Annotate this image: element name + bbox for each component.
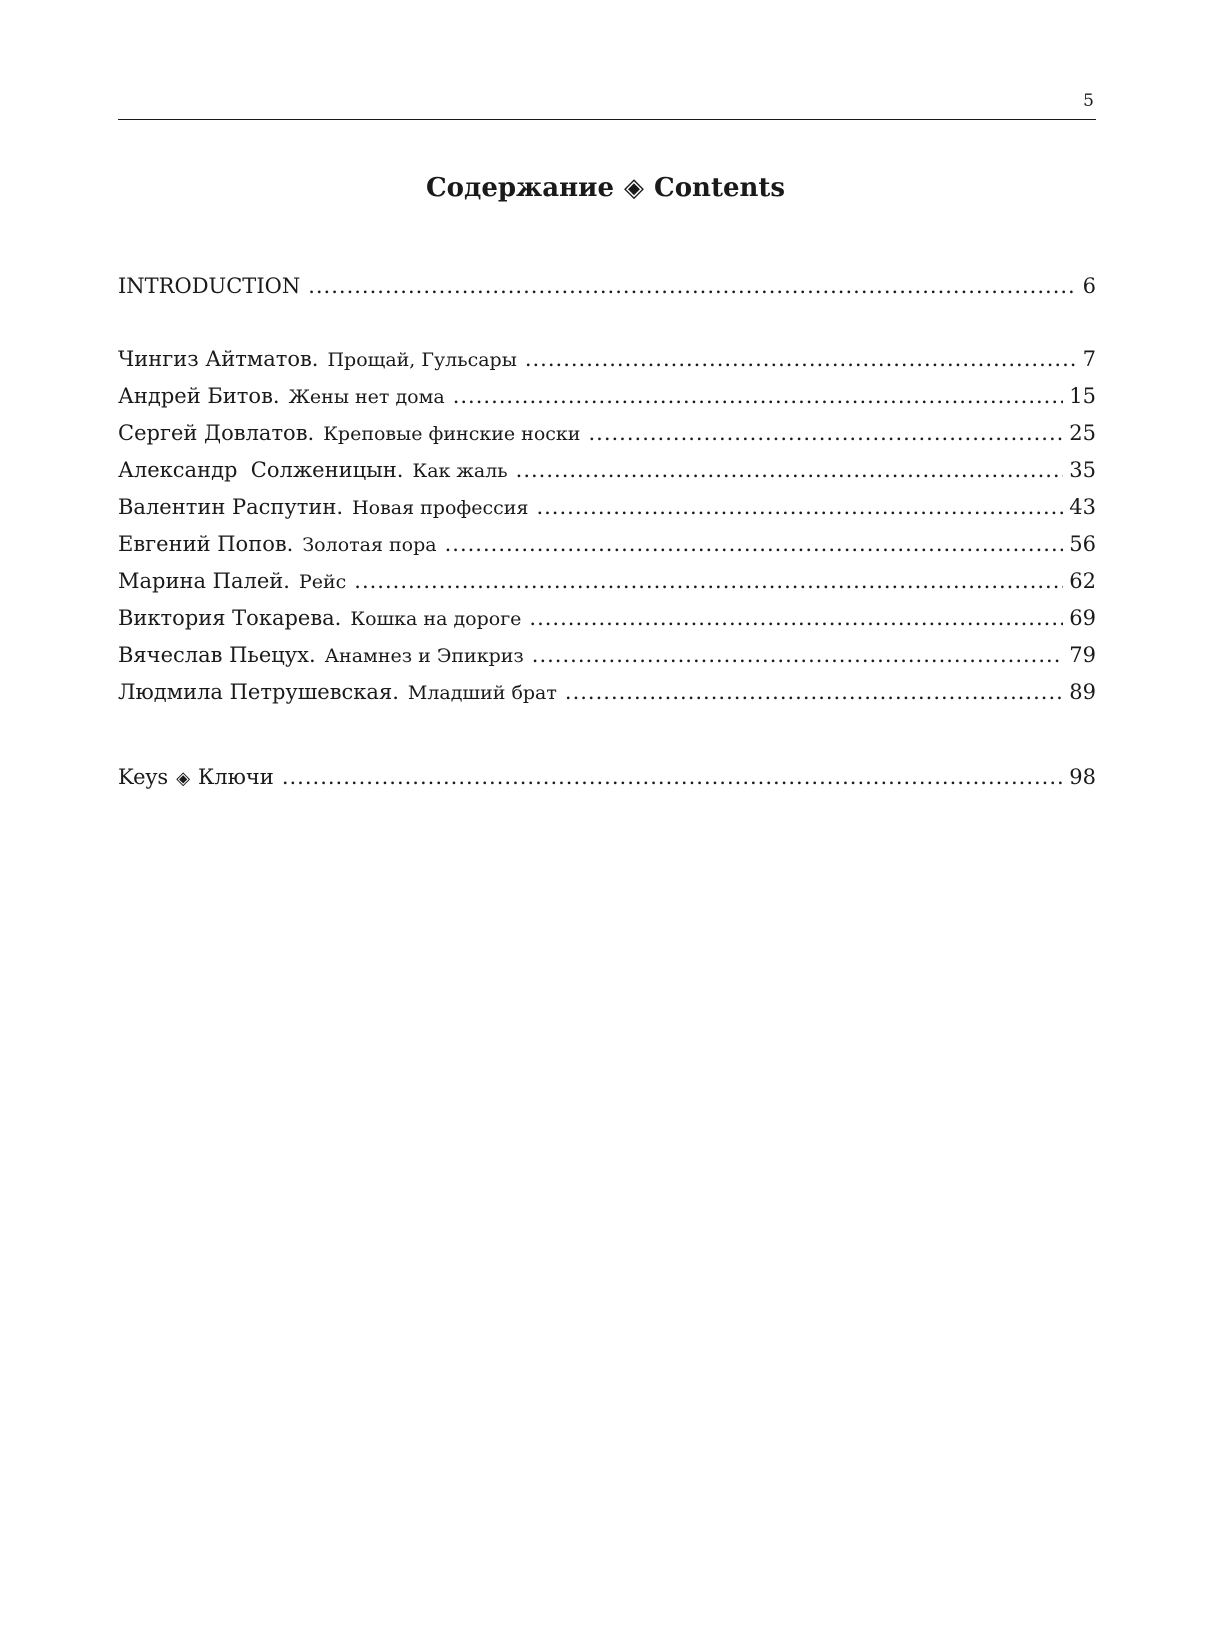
toc-entry-introduction[interactable] [118, 271, 1096, 301]
leader-dots [532, 640, 1063, 670]
toc-entry[interactable] [118, 640, 1096, 670]
toc-entry-keys-label [118, 762, 274, 794]
toc-entry-page: 62 [1069, 569, 1096, 593]
title-en: Contents [654, 173, 786, 203]
leader-dots [282, 762, 1063, 792]
page-number: 5 [1083, 91, 1094, 111]
toc-entry-story: Золотая пора [302, 534, 437, 556]
toc-entry-story: Креповые финские носки [323, 423, 581, 445]
toc-entry[interactable] [118, 603, 1096, 633]
keys-en: Keys [118, 765, 169, 789]
running-head [118, 88, 1096, 120]
toc-entry-label: INTRODUCTION [118, 274, 301, 298]
toc-entry-story: Кошка на дороге [350, 608, 522, 630]
leader-dots [354, 566, 1063, 596]
leader-dots [308, 271, 1076, 301]
toc-entry-author: Евгений Попов. [118, 532, 294, 556]
toc-entry-author: Виктория Токарева. [118, 606, 342, 630]
toc-entry-story: Прощай, Гульсары [327, 349, 517, 371]
toc-entry[interactable] [118, 344, 1096, 374]
toc-entry-author: Марина Палей. [118, 569, 290, 593]
keys-ru: Ключи [198, 765, 274, 789]
leader-dots [588, 418, 1063, 448]
leader-dots [529, 603, 1063, 633]
toc-entry-story: Жены нет дома [288, 386, 445, 408]
toc-entry-story: Как жаль [412, 460, 508, 482]
toc-entry[interactable] [118, 492, 1096, 522]
toc-entry-author: Чингиз Айтматов. [118, 347, 319, 371]
toc-entry-author: Вячеслав Пьецух. [118, 643, 316, 667]
toc-entry-page: 43 [1069, 495, 1096, 519]
toc-entry-page: 89 [1069, 680, 1096, 704]
leader-dots [445, 529, 1064, 559]
toc-entry-author: Валентин Распутин. [118, 495, 344, 519]
toc-entry-story: Анамнез и Эпикриз [324, 645, 524, 667]
toc-entry-page: 56 [1069, 532, 1096, 556]
toc-entry-page: 25 [1069, 421, 1096, 445]
toc-entry-page: 7 [1082, 347, 1096, 371]
toc-entry-author: Людмила Петрушевская. [118, 680, 399, 704]
toc-entry-page: 98 [1069, 765, 1096, 789]
leader-dots [453, 381, 1064, 411]
leader-dots [525, 344, 1077, 374]
toc-entry[interactable] [118, 677, 1096, 707]
diamond-separator-icon: ◈ [176, 768, 191, 789]
title-ru: Содержание [425, 173, 614, 203]
toc-entry[interactable] [118, 455, 1096, 485]
leader-dots [516, 455, 1064, 485]
toc-entry-author: Андрей Битов. [118, 384, 280, 408]
toc-entry-page: 6 [1082, 274, 1096, 298]
toc-entry-author: Александр Солженицын. [118, 458, 404, 482]
toc-entry[interactable] [118, 381, 1096, 411]
toc-entry[interactable] [118, 418, 1096, 448]
toc-entry-story: Младший брат [407, 682, 557, 704]
toc-entry-story: Рейс [298, 571, 347, 593]
toc-entry[interactable] [118, 529, 1096, 559]
toc-entry-page: 15 [1069, 384, 1096, 408]
diamond-separator-icon: ◈ [624, 173, 644, 203]
toc-entry-page: 79 [1069, 643, 1096, 667]
toc-entry[interactable] [118, 566, 1096, 596]
toc-entry-author: Сергей Довлатов. [118, 421, 315, 445]
contents-title [0, 170, 1211, 206]
leader-dots [565, 677, 1063, 707]
toc-entry-keys[interactable] [118, 762, 1096, 792]
toc-entry-story: Новая профессия [352, 497, 529, 519]
toc-entry-page: 35 [1069, 458, 1096, 482]
leader-dots [536, 492, 1063, 522]
toc-entry-page: 69 [1069, 606, 1096, 630]
